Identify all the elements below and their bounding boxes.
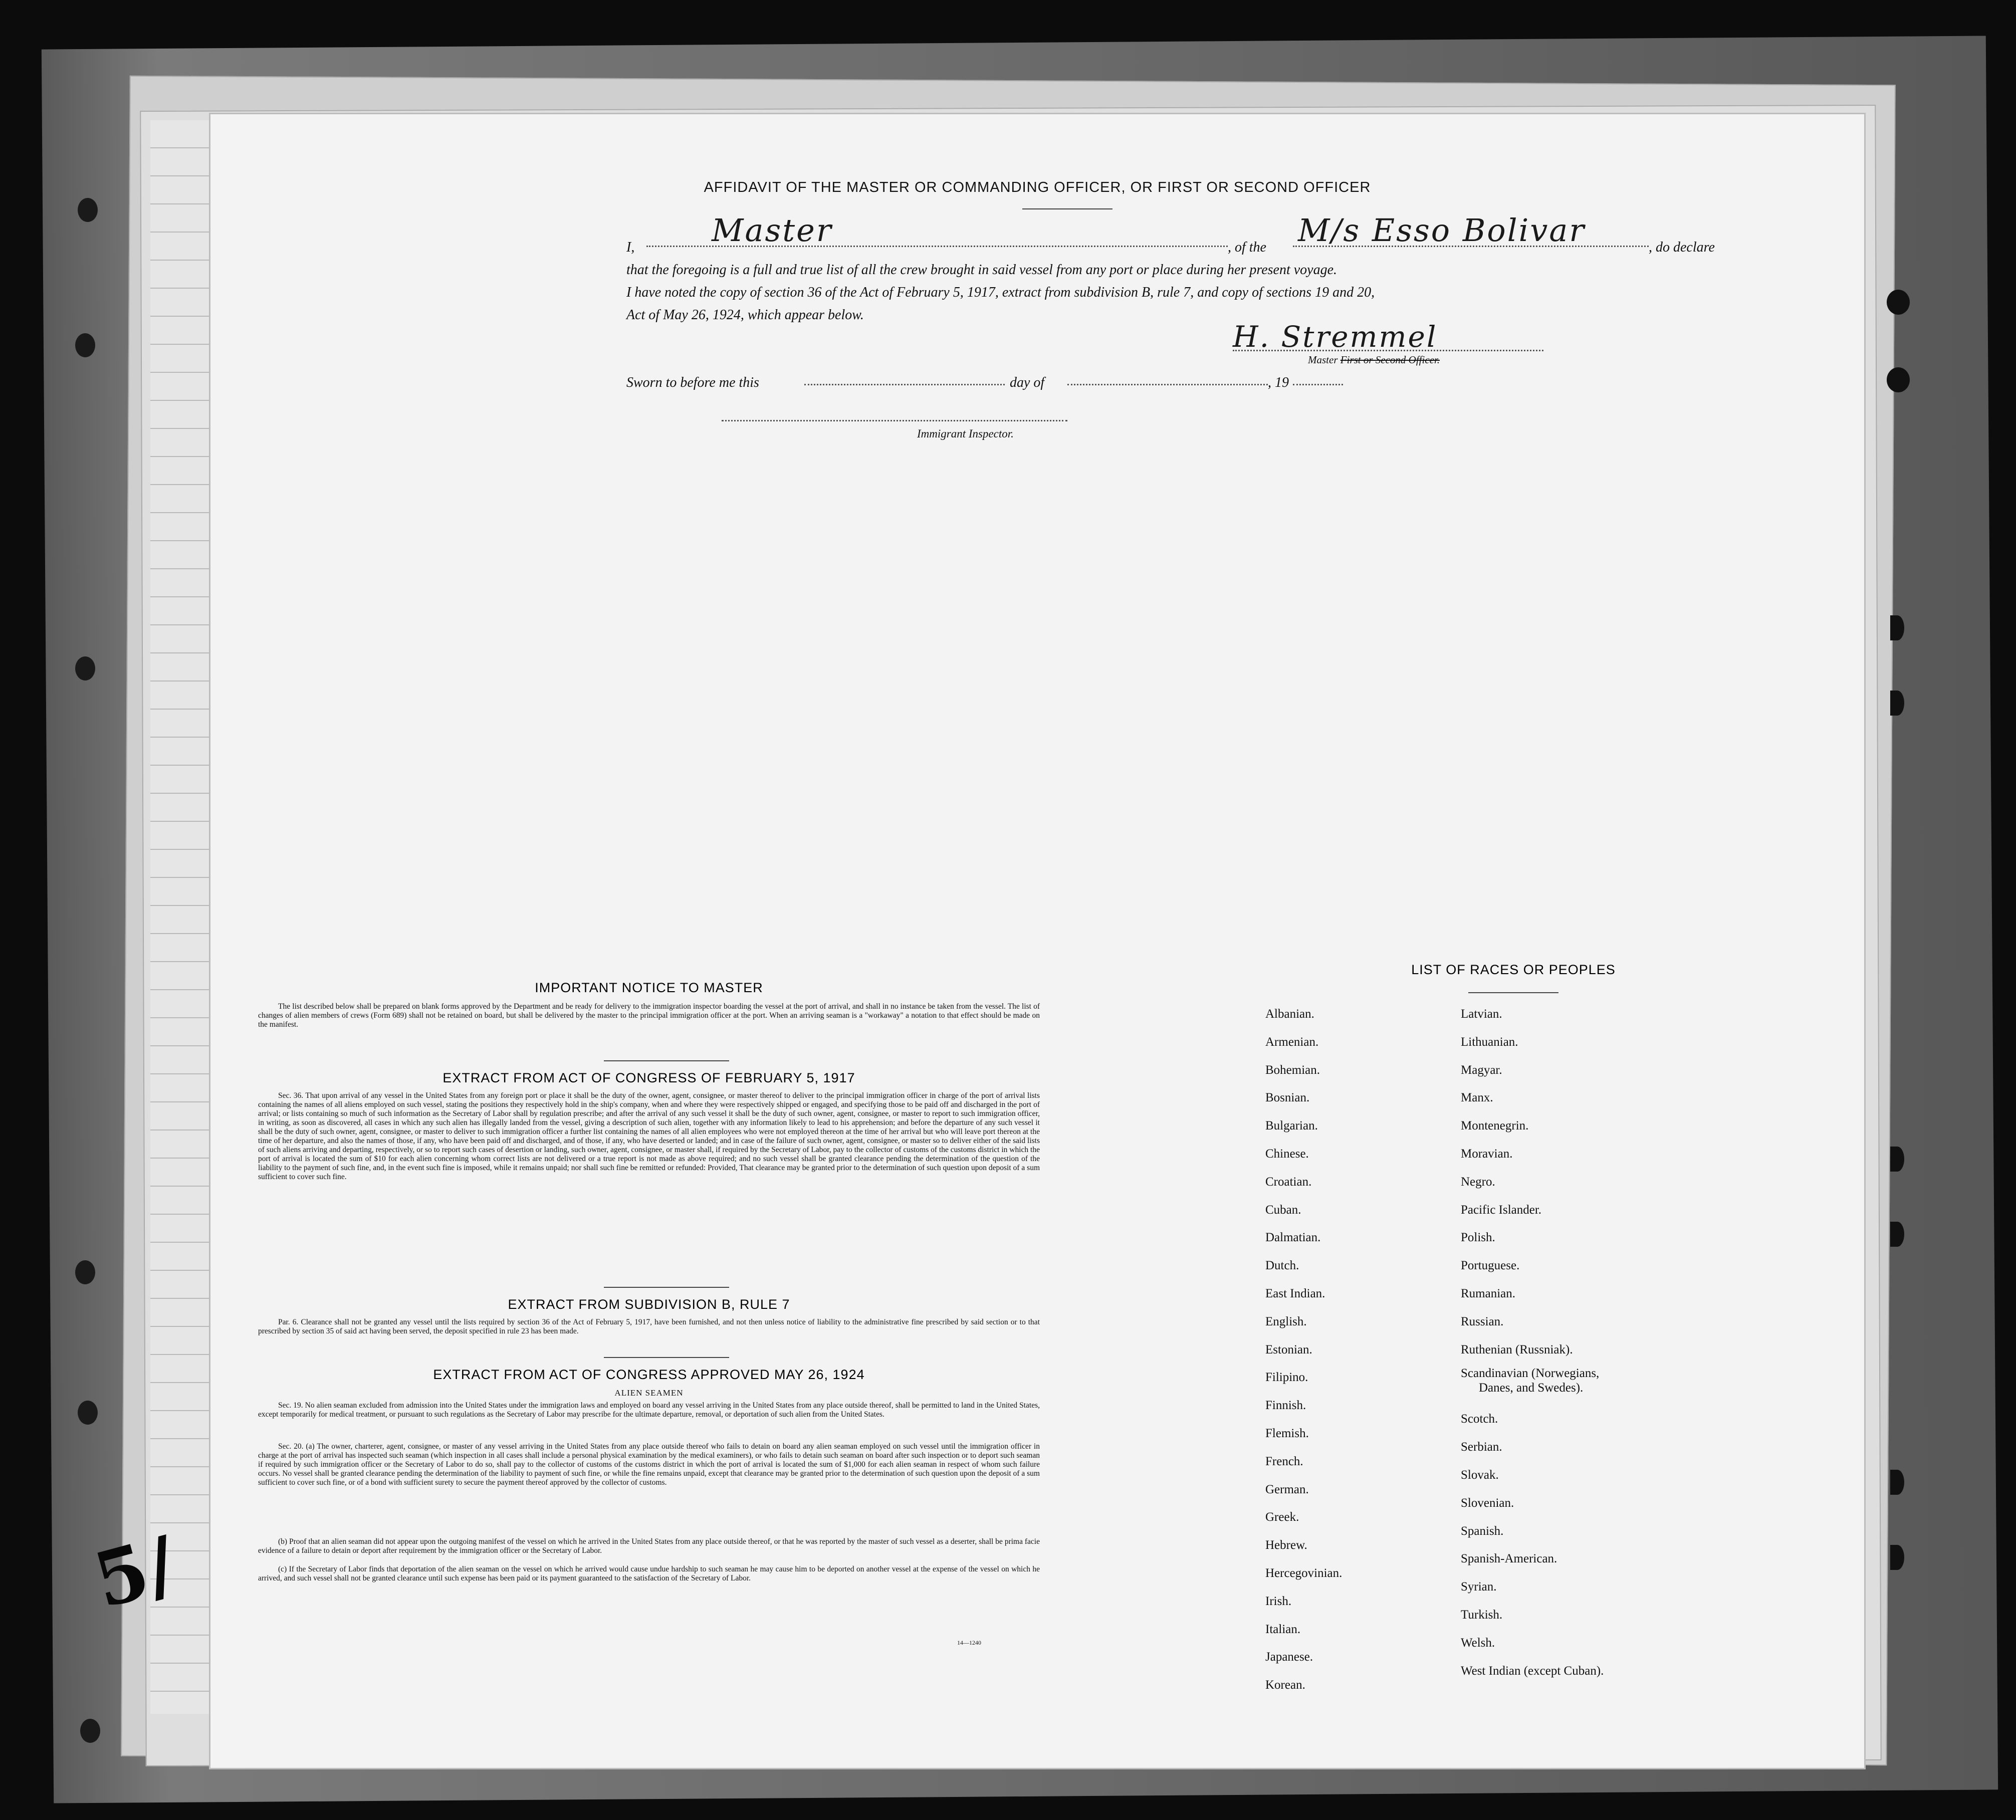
race-item: Japanese.: [1265, 1650, 1313, 1664]
sworn-month-line: [1067, 384, 1268, 385]
race-item: Greek.: [1265, 1510, 1299, 1524]
do-declare: , do declare: [1649, 240, 1715, 255]
binder-hole: [75, 333, 95, 357]
race-item: Slovenian.: [1461, 1496, 1514, 1510]
race-item: German.: [1265, 1482, 1309, 1496]
signature-line: [1233, 350, 1543, 351]
races-column-1: [1265, 1000, 1342, 1699]
race-item: Cuban.: [1265, 1203, 1301, 1217]
binder-hole: [78, 1401, 98, 1425]
race-item: English.: [1265, 1314, 1307, 1328]
inspector-label: Immigrant Inspector.: [917, 427, 1014, 440]
race-item: Chinese.: [1265, 1147, 1309, 1161]
race-item: Negro.: [1461, 1175, 1495, 1189]
race-item: Serbian.: [1461, 1440, 1502, 1454]
race-item: Russian.: [1461, 1314, 1504, 1328]
year-label: , 19: [1268, 375, 1289, 390]
race-item: Filipino.: [1265, 1371, 1308, 1385]
inspector-line: [722, 420, 1067, 421]
vessel-handwritten: M/s Esso Bolivar: [1298, 212, 1586, 249]
race-item-scandinavian: [1461, 1363, 1604, 1405]
ruled-page-edge: [150, 120, 215, 1714]
i-label: I,: [626, 240, 635, 255]
race-item: Finnish.: [1265, 1399, 1306, 1413]
race-item: Magyar.: [1461, 1063, 1502, 1077]
divider: [604, 1287, 729, 1288]
divider: [604, 1060, 729, 1061]
affidavit-page: [210, 114, 1864, 1768]
race-item: Syrian.: [1461, 1580, 1497, 1594]
sworn-label: Sworn to before me this: [626, 375, 759, 390]
race-item: Polish.: [1461, 1231, 1495, 1245]
race-item: Dutch.: [1265, 1259, 1299, 1273]
signature-handwritten: H. Stremmel: [1233, 320, 1438, 354]
form-number: 14—1240: [957, 1639, 981, 1646]
notice-body: The list described below shall be prepared on blank forms approved by the Department and be ready for delivery to the immigration inspector boarding the vessel at the port of arrival, and shall in no instance be taken from the vessel. The list of changes of alien members of crews (Form 689) shall not be retained on board, but shall be delivered by the master to the principal immigration officer at the port. When an arriving seaman is a "workaway" a notation to that effect should be made on the manifest.: [258, 1002, 1040, 1029]
race-item: Bulgarian.: [1265, 1119, 1318, 1133]
signature-caption: [1308, 354, 1440, 366]
punch-hole: [1887, 367, 1910, 392]
binder-hole: [75, 656, 95, 680]
race-item: Lithuanian.: [1461, 1035, 1518, 1049]
margin-handwritten-mark: 5/: [85, 1519, 185, 1626]
affidavit-title: AFFIDAVIT OF THE MASTER OR COMMANDING OFFICER, OR FIRST OR SECOND OFFICER: [704, 179, 1371, 195]
race-item: Albanian.: [1265, 1007, 1314, 1021]
notice-title: IMPORTANT NOTICE TO MASTER: [535, 980, 763, 995]
race-item: Spanish-American.: [1461, 1552, 1557, 1566]
punch-hole: [1890, 1147, 1904, 1172]
race-item: Hercegovinian.: [1265, 1566, 1342, 1580]
race-item: Estonian.: [1265, 1342, 1312, 1356]
binder-hole: [75, 1260, 95, 1284]
race-item: Flemish.: [1265, 1426, 1309, 1440]
race-item-line: Danes, and Swedes).: [1479, 1381, 1584, 1395]
race-item: Bohemian.: [1265, 1063, 1320, 1077]
race-item: Montenegrin.: [1461, 1119, 1529, 1133]
race-item: Rumanian.: [1461, 1286, 1516, 1300]
extract-1924-sec20b: (b) Proof that an alien seaman did not appear upon the outgoing manifest of the vessel on which he arrived in the United States from any place outside thereof, or that he was reported by the master of such vessel as a deserter, shall be prima facie evidence of a failure to detain or deport after requirement by the immigration officer or the Secretary of Labor.: [258, 1537, 1040, 1555]
race-item: West Indian (except Cuban).: [1461, 1664, 1604, 1678]
race-item: Korean.: [1265, 1678, 1305, 1692]
binder-hole: [78, 198, 98, 222]
punch-hole: [1890, 615, 1904, 640]
race-item: French.: [1265, 1454, 1303, 1468]
title-rule: [1022, 208, 1112, 209]
race-item: Bosnian.: [1265, 1091, 1310, 1105]
race-item: Dalmatian.: [1265, 1231, 1321, 1245]
divider: [604, 1357, 729, 1358]
extract-1924-sec19: Sec. 19. No alien seaman excluded from admission into the United States under the immigration laws and employed on board any vessel arriving in the United States from any place outside thereof, shall be permitted to land in the United States, except temporarily for medical treatment, or pursuant to such regulations as the Secretary of Labor may prescribe for the ultimate departure, removal, or deportation of such alien from the United States.: [258, 1401, 1040, 1419]
extract-1917-title: EXTRACT FROM ACT OF CONGRESS OF FEBRUARY 5, 1917: [442, 1070, 855, 1085]
punch-hole: [1890, 1222, 1904, 1247]
officer-handwritten: Master: [712, 212, 833, 249]
rule7-body: Par. 6. Clearance shall not be granted any vessel until the lists required by section 36 of the Act of February 5, 1917, have been furnished, and not then unless notice of liability to the administrative fine prescribed by said section or to that prescribed by section 35 of said act having been served, the deposit specified in rule 23 has been made.: [258, 1318, 1040, 1335]
race-item: Hebrew.: [1265, 1538, 1307, 1552]
day-of-label: day of: [1010, 375, 1045, 390]
race-item: Irish.: [1265, 1594, 1292, 1608]
race-item: Italian.: [1265, 1622, 1301, 1636]
extract-1917-body: Sec. 36. That upon arrival of any vessel in the United States from any foreign port or place it shall be the duty of the owner, agent, consignee, or master thereof to deliver to the principal immigration officer in charge of the port of arrival lists containing the names of all aliens employed on such vessel, stating the positions they respectively hold in the ship's company, when and where they were respectively shipped or engaged, and specifying those to be paid off and discharged in the port of arrival; or lists containing so much of such information as the Secretary of Labor shall by regulation prescribe; and after the arrival of any such vessel it shall be the duty of such owner, agent, consignee, or master to report to such immigration officer, in writing, as soon as discovered, all cases in which any such alien has illegally landed from the vessel, giving a description of such alien, together with any information likely to lead to his apprehension; and before the departure of any such vessel it shall be the duty of such owner, agent, consignee, or master to deliver to such immigration officer a further list containing the names of all alien employees who were not employed thereon at the time of her arrival but who will leave port thereon at the time of her departure, and also the names of those, if any, who have been paid off and discharged, and of those, if any, who have deserted or landed; and in case of the failure of such owner, agent, consignee, or master so to deliver either of the said lists of such aliens arriving and departing, respectively, or so to report such cases of desertion or landing, such owner, agent, consignee, or master shall, if required by the Secretary of Labor, pay to the collector of customs of the customs district in which the port of arrival is located the sum of $10 for each alien concerning whom correct lists are not delivered or a true report is not made as above required; and no such vessel shall be granted clearance pending the determination of the question of the liability to the payment of such fine, and, in the event such fine is imposed, while it remains unpaid; nor shall such fine be remitted or refunded: Provided, That clearance may be granted prior to the determination of such question upon deposit of a sum sufficient to cover such fine.: [258, 1091, 1040, 1181]
extract-1924-title: EXTRACT FROM ACT OF CONGRESS APPROVED MAY 26, 1924: [433, 1367, 865, 1382]
race-item: Pacific Islander.: [1461, 1203, 1542, 1217]
races-column-2: [1461, 1000, 1604, 1685]
race-item: Spanish.: [1461, 1524, 1504, 1538]
race-item: Slovak.: [1461, 1468, 1499, 1482]
sworn-day-line: [804, 384, 1005, 385]
punch-hole: [1887, 290, 1910, 315]
sworn-year-line: [1293, 384, 1343, 385]
signature-caption-struck: First or Second Officer.: [1340, 354, 1440, 366]
race-item-line: Scandinavian (Norwegians,: [1461, 1367, 1600, 1381]
race-item: Manx.: [1461, 1091, 1493, 1105]
alien-seamen-subtitle: ALIEN SEAMEN: [614, 1388, 684, 1398]
declaration-line-4: Act of May 26, 1924, which appear below.: [626, 307, 864, 323]
race-item: Croatian.: [1265, 1175, 1312, 1189]
punch-hole: [1890, 691, 1904, 716]
declaration-line-3: I have noted the copy of section 36 of the Act of February 5, 1917, extract from subdivision B, rule 7, and copy of sections 19 and 20,: [626, 285, 1375, 300]
races-title-rule: [1468, 992, 1558, 993]
race-item: Scotch.: [1461, 1412, 1498, 1426]
of-the-label: , of the: [1228, 240, 1266, 255]
punch-hole: [1890, 1545, 1904, 1570]
extract-1924-sec20a: Sec. 20. (a) The owner, charterer, agent, consignee, or master of any vessel arriving in the United States from any place outside thereof who fails to detain on board any alien seaman employed on such vessel until the immigration officer in charge at the port of arrival has inspected such seaman (which inspection in all cases shall include a personal physical examination by the medical examiners), or who fails to detain such seaman on board after such inspection or to deport such seaman if required by such immigration officer or the Secretary of Labor to do so, shall pay to the collector of customs of the customs district in which the port of arrival is located the sum of $1,000 for each alien seaman in respect of whom such failure occurs. No vessel shall be granted clearance pending the determination of the liability to payment of such fine, or while the fine remains unpaid, except that clearance may be granted prior to the determination of such question upon the deposit of a sum sufficient to cover such fine, or of a bond with sufficient surety to secure the payment thereof approved by the collector of customs.: [258, 1442, 1040, 1487]
declaration-line-2: that the foregoing is a full and true list of all the crew brought in said vessel from any port or place during her present voyage.: [626, 262, 1337, 278]
race-item: Ruthenian (Russniak).: [1461, 1342, 1573, 1356]
race-item: Welsh.: [1461, 1636, 1495, 1650]
race-item: Latvian.: [1461, 1007, 1502, 1021]
punch-hole: [1890, 1470, 1904, 1495]
races-title: LIST OF RACES OR PEOPLES: [1411, 962, 1616, 977]
rule7-title: EXTRACT FROM SUBDIVISION B, RULE 7: [508, 1297, 790, 1312]
race-item: Armenian.: [1265, 1035, 1319, 1049]
extract-1924-sec20c: (c) If the Secretary of Labor finds that deportation of the alien seaman on the vessel on which he arrived would cause undue hardship to such seaman he may cause him to be deported on another vessel at the expense of the vessel on which he arrived, and such vessel shall not be granted clearance until such expense has been paid or its payment guaranteed to the satisfaction of the Secretary of Labor.: [258, 1565, 1040, 1582]
binder-hole: [80, 1719, 100, 1743]
race-item: Moravian.: [1461, 1147, 1513, 1161]
signature-caption-master: Master: [1308, 354, 1338, 366]
race-item: Turkish.: [1461, 1608, 1503, 1622]
race-item: Portuguese.: [1461, 1259, 1520, 1273]
race-item: East Indian.: [1265, 1286, 1325, 1300]
